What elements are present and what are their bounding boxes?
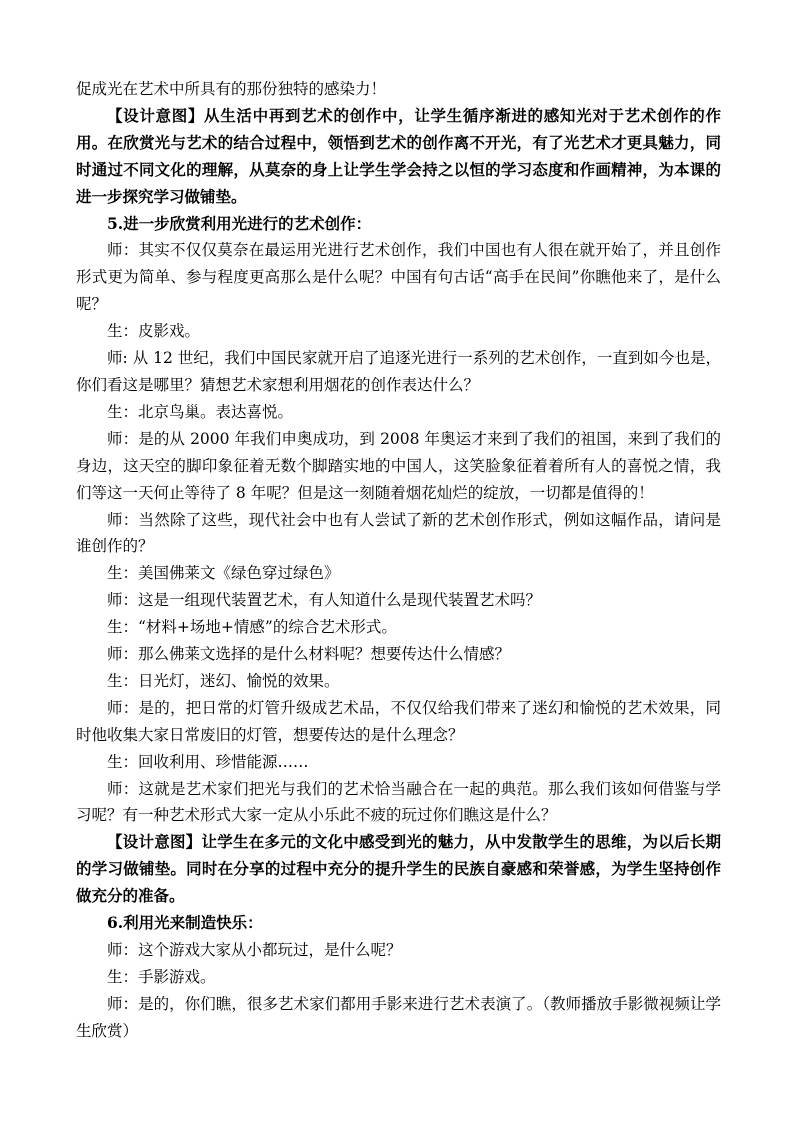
dialogue-paragraph: 师：这就是艺术家们把光与我们的艺术恰当融合在一起的典范。那么我们该如何借鉴与学习呢？有一种艺术形式大家一定从小乐此不疲的玩过你们瞧这是什么？: [76, 779, 721, 825]
design-intent-paragraph: 【设计意图】从生活中再到艺术的创作中，让学生循序渐进的感知光对于艺术创作的作用。在欣赏光与艺术的结合过程中，领悟到艺术的创作离不开光，有了光艺术才更具魅力，同时通过不同文化的理解，从莫奈的身上让学生学会持之以恒的学习态度和作画精神，为本课的进一步探究学习做铺垫。: [76, 105, 721, 206]
paragraph-intro-ending: 促成光在艺术中所具有的那份独特的感染力！: [76, 80, 387, 98]
dialogue-paragraph: 师：其实不仅仅莫奈在最运用光进行艺术创作，我们中国也有人很在就开始了，并且创作形式更为简单、参与程度更高那么是什么呢？中国有句古话“高手在民间”你瞧他来了，是什么呢？: [76, 241, 721, 314]
dialogue-paragraph: 师：是的从 2000 年我们申奥成功，到 2008 年奥运才来到了我们的祖国，来到了我们的身边，这天空的脚印象征着无数个脚踏实地的中国人，这笑脸象征着着所有人的喜悦之情，我们等这一天何止等待了 8 年呢？但是这一刻随着烟花灿烂的绽放，一切都是值得的！: [76, 429, 721, 502]
section-heading-5: 5.进一步欣赏利用光进行的艺术创作：: [107, 213, 372, 233]
document-page: [76, 76, 721, 1045]
dialogue-paragraph: 生：美国佛莱文《绿色穿过绿色》: [107, 564, 340, 583]
dialogue-paragraph: 生：“材料+场地+情感”的综合艺术形式。: [107, 618, 397, 637]
design-intent-paragraph: 【设计意图】让学生在多元的文化中感受到光的魅力，从中发散学生的思维，为以后长期的学习做铺垫。同时在分享的过程中充分的提升学生的民族自豪感和荣誉感，为学生坚持创作做充分的准备。: [76, 832, 721, 906]
dialogue-paragraph: 师：当然除了这些，现代社会中也有人尝试了新的艺术创作形式，例如这幅作品，请问是谁创作的？: [76, 510, 721, 556]
dialogue-paragraph: 师：是的，把日常的灯管升级成艺术品，不仅仅给我们带来了迷幻和愉悦的艺术效果，同时他收集大家日常废旧的灯管，想要传达的是什么理念？: [76, 698, 721, 744]
dialogue-paragraph: 生：北京鸟巢。表达喜悦。: [107, 402, 294, 421]
dialogue-paragraph: 生：手影游戏。: [107, 967, 216, 986]
section-heading-6: 6.利用光来制造快乐：: [107, 913, 263, 933]
dialogue-paragraph: 生：日光灯，迷幻、愉悦的效果。: [107, 671, 340, 690]
dialogue-paragraph: 师：这个游戏大家从小都玩过，是什么呢？: [107, 941, 402, 959]
dialogue-paragraph: 生：回收利用、珍惜能源……: [107, 752, 309, 771]
dialogue-paragraph: 师：那么佛莱文选择的是什么材料呢？想要传达什么情感？: [107, 645, 511, 664]
dialogue-paragraph: 生：皮影戏。: [107, 322, 201, 341]
dialogue-paragraph: 师: 从 12 世纪，我们中国民家就开启了追逐光进行一系列的艺术创作，一直到如今也是，你们看这是哪里？猜想艺术家想利用烟花的创作表达什么？: [76, 349, 721, 394]
dialogue-paragraph: 师：这是一组现代装置艺术，有人知道什么是现代装置艺术吗？: [107, 591, 542, 610]
dialogue-paragraph: 师：是的，你们瞧，很多艺术家们都用手影来进行艺术表演了。（教师播放手影微视频让学生欣赏）: [76, 994, 721, 1040]
